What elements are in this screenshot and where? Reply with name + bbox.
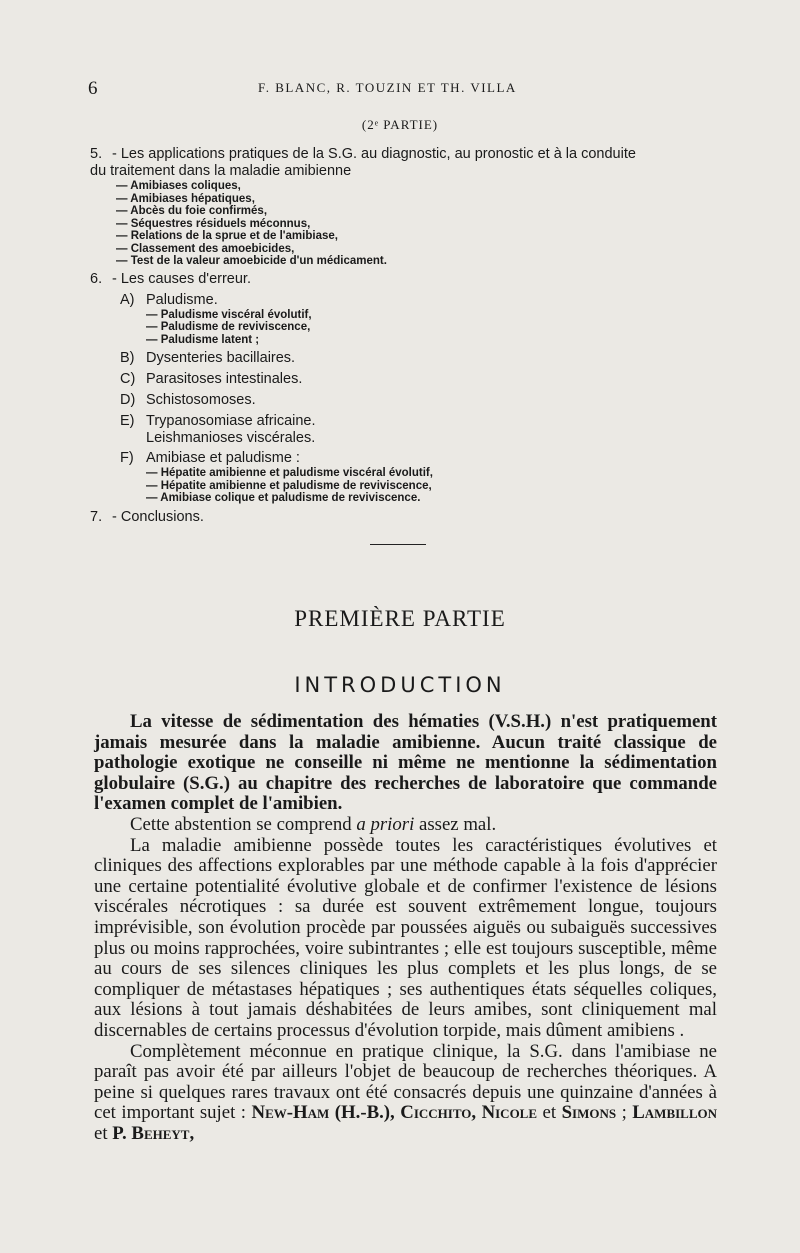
outline-item-6c: C) Parasitoses intestinales. bbox=[120, 371, 303, 387]
section-divider bbox=[370, 544, 426, 545]
part-title: PREMIÈRE PARTIE bbox=[294, 606, 506, 631]
outline-item-6d: D) Schistosomoses. bbox=[120, 392, 256, 408]
outline-item-6: 6. - Les causes d'erreur. bbox=[90, 270, 251, 287]
outline-subitem: — Relations de la sprue et de l'amibiase, bbox=[116, 230, 338, 242]
outline-item-7: 7. - Conclusions. bbox=[90, 508, 204, 525]
outline-subitem: — Paludisme latent ; bbox=[146, 333, 260, 346]
outline-subitem: — Abcès du foie confirmés, bbox=[116, 205, 268, 217]
paragraph: La vitesse de sédimentation des hématies (V.S.H.) n'est pratiquement jamais mesurée dans la maladie amibienne. Aucun traité classique de pathologie exotique ne conseille ni même ne mentionne la sédimentation globulaire (S.G.) au chapitre des recherches de laboratoire que commande l'examen complet de l'amibien. bbox=[94, 711, 717, 815]
outline-item-6e: E) Trypanosomiase africaine. bbox=[120, 413, 316, 429]
outline-item-5: 5. - Les applications pratiques de la S.G. au diagnostic, au pronostic et à la conduite bbox=[90, 146, 636, 162]
outline-subitem: — Classement des amoebicides, bbox=[116, 242, 295, 255]
section-title: INTRODUCTION bbox=[294, 673, 506, 697]
outline-subitem: — Amibiases coliques, bbox=[116, 180, 241, 192]
outline-subitem: — Séquestres résiduels méconnus, bbox=[116, 217, 311, 230]
table-of-contents bbox=[90, 146, 740, 526]
outline-subitem: — Amibiase colique et paludisme de reviviscence. bbox=[146, 492, 421, 504]
running-head: F. BLANC, R. TOUZIN ET TH. VILLA bbox=[258, 80, 517, 95]
paragraph: Cette abstention se comprend a priori assez mal. bbox=[130, 813, 497, 835]
paragraph: La maladie amibienne possède toutes les caractéristiques évolutives et cliniques des affections explorables par une méthode capable à la fois d'apprécier une certaine potentialité évolutive globale et de confirmer l'existence de lésions viscérales nécrotiques : sa durée est souvent extrêmement longue, toujours imprévisible, son évolution procède par poussées aiguës ou subaiguës successives plus ou moins rapprochées, voire subintrantes ; elle est toujours susceptible, même au cours de ses silences cliniques les plus complets et les plus longs, de se compliquer de métastases hépatiques ; ses authentiques états séquelles coliques, aux lésions à tout jamais déshabitées de leurs amibes, sont cliniquement mal discernables de certains processus d'évolution torpide, mais dûment amibiens . bbox=[94, 834, 717, 1041]
outline-subitem: — Hépatite amibienne et paludisme de reviviscence, bbox=[146, 479, 432, 492]
outline-item-6e-cont: Leishmanioses viscérales. bbox=[146, 430, 316, 446]
outline-subitem: — Paludisme viscéral évolutif, bbox=[146, 308, 312, 321]
outline-item-6f: F) Amibiase et paludisme : bbox=[120, 450, 300, 466]
part-note: (2ᵉ PARTIE) bbox=[361, 117, 439, 132]
outline-subitem: — Test de la valeur amoebicide d'un médicament. bbox=[116, 255, 387, 267]
outline-item-5-cont: du traitement dans la maladie amibienne bbox=[90, 163, 352, 179]
outline-subitem: — Paludisme de reviviscence, bbox=[146, 321, 311, 333]
body-text bbox=[94, 712, 717, 1144]
page-header bbox=[88, 78, 728, 98]
paragraph: Complètement méconnue en pratique clinique, la S.G. dans l'amibiase ne paraît pas avoir été par ailleurs l'objet de beaucoup de recherches théoriques. A peine si quelques rares travaux ont été consacrés depuis une quinzaine d'années à cet important sujet : New-Ham (H.-B.), Cicchito, Nicole et Simons ; Lambillon et P. Beheyt, bbox=[94, 1040, 718, 1144]
page-number: 6 bbox=[88, 78, 98, 99]
outline-subitem: — Amibiases hépatiques, bbox=[116, 192, 255, 205]
outline-item-6a: A) Paludisme. bbox=[120, 291, 218, 308]
outline-item-6b: B) Dysenteries bacillaires. bbox=[120, 350, 296, 366]
outline-subitem: — Hépatite amibienne et paludisme viscéral évolutif, bbox=[146, 467, 433, 479]
